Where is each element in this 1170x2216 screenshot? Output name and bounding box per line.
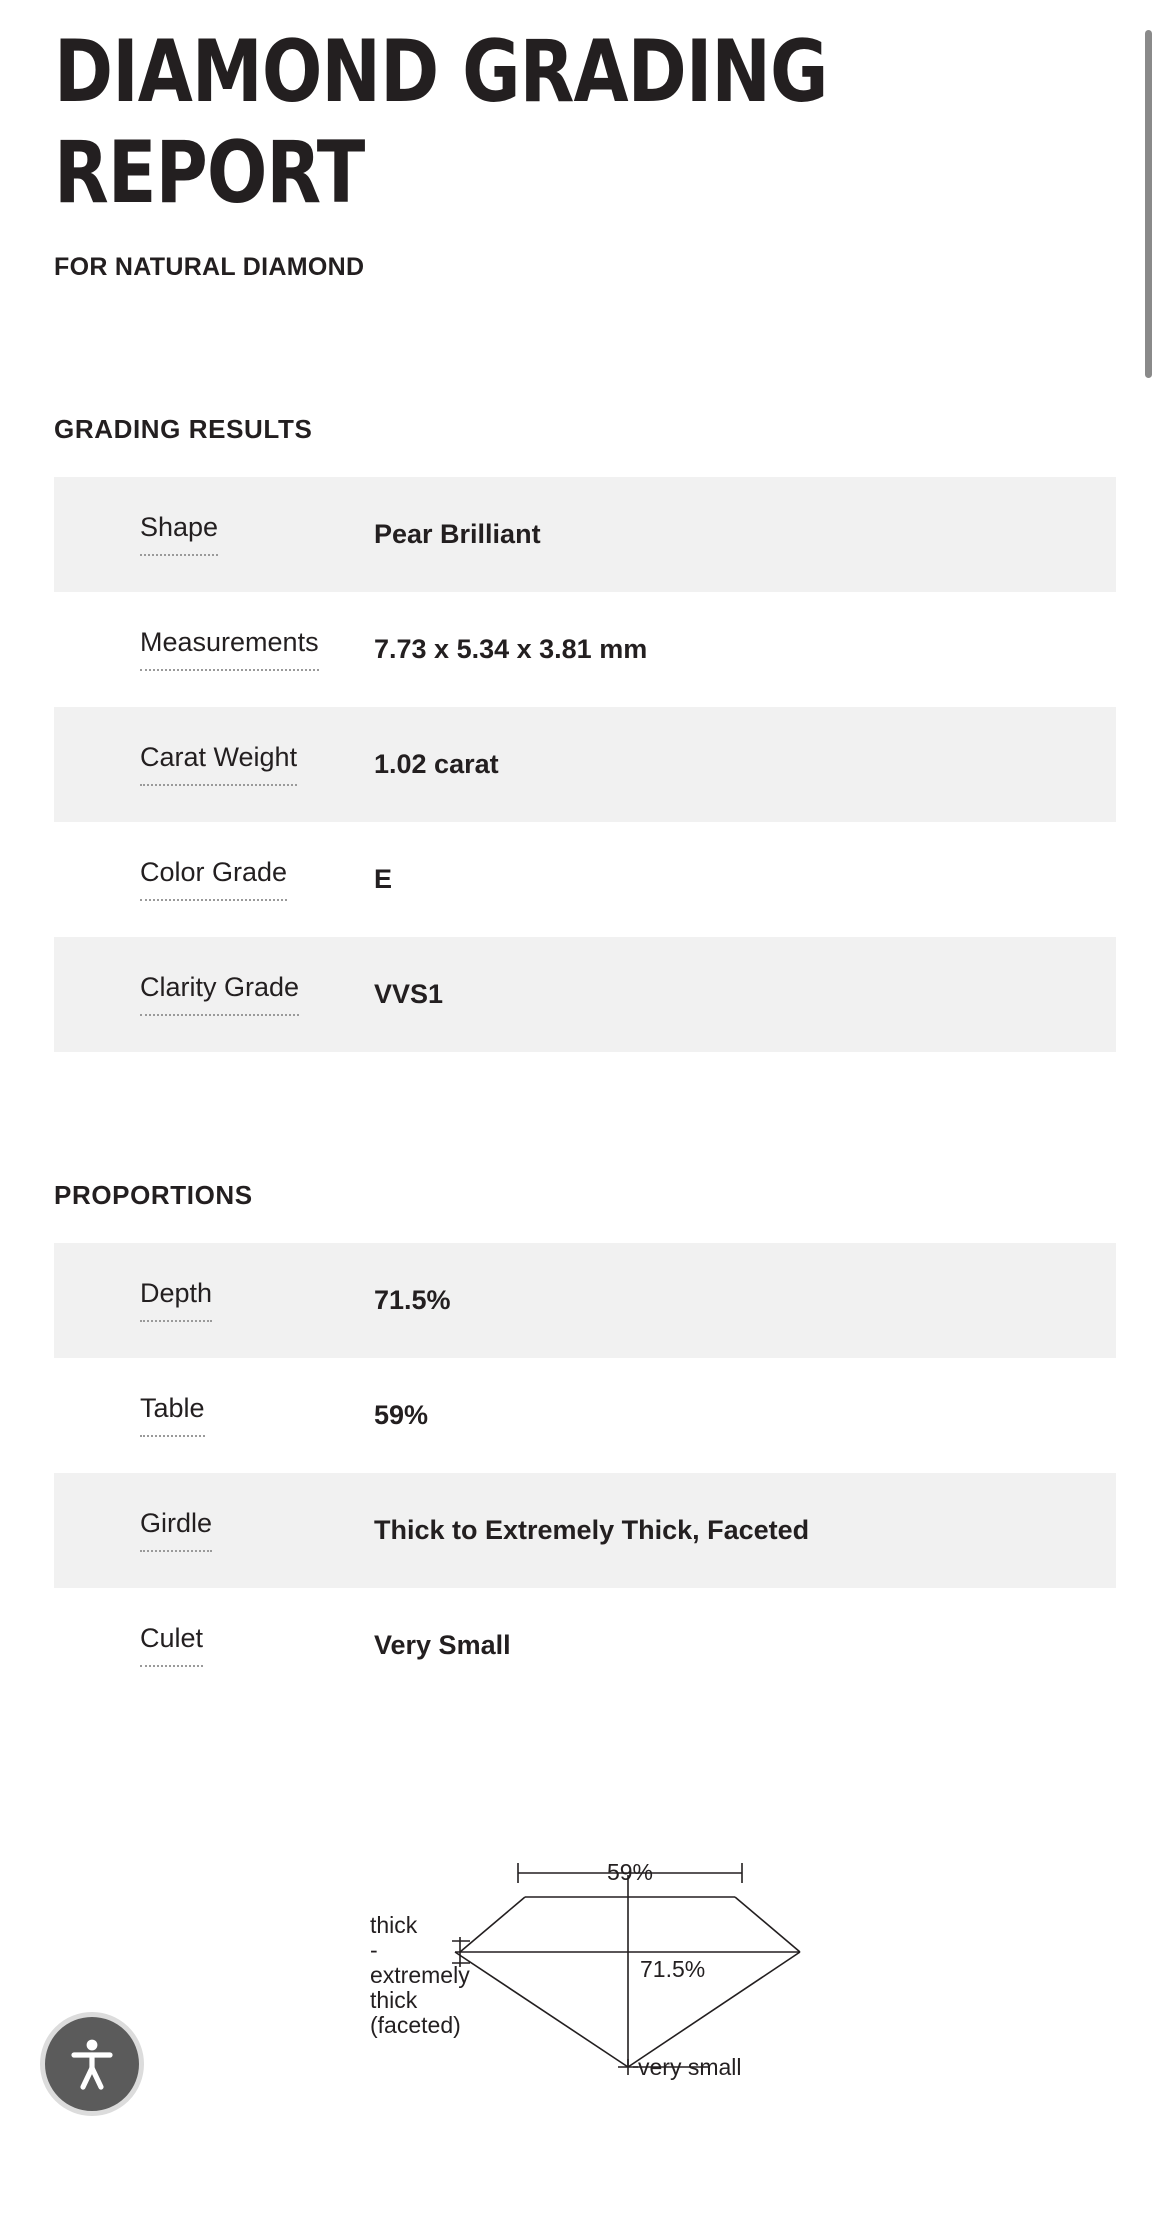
row-value: 59% xyxy=(374,1399,429,1430)
grading-results-heading: GRADING RESULTS xyxy=(54,413,313,444)
table-row xyxy=(54,1473,1116,1588)
row-label-text: Girdle xyxy=(140,1508,212,1552)
proportions-heading: PROPORTIONS xyxy=(54,1179,253,1210)
row-label-text: Table xyxy=(140,1393,205,1437)
accessibility-person-icon xyxy=(63,2035,121,2093)
row-label xyxy=(54,1623,374,1667)
table-row xyxy=(54,477,1116,592)
table-row xyxy=(54,1243,1116,1358)
row-label xyxy=(54,1393,374,1437)
row-label xyxy=(54,857,374,901)
table-row xyxy=(54,1588,1116,1703)
scrollbar-track[interactable] xyxy=(1152,0,1162,2216)
row-label xyxy=(54,512,374,556)
proportions-table xyxy=(54,1243,1116,1703)
row-label xyxy=(54,972,374,1016)
row-label xyxy=(54,742,374,786)
diagram-girdle-label-line-3: thick xyxy=(370,1987,418,2013)
scrollbar-thumb[interactable] xyxy=(1145,30,1152,378)
row-label-text: Color Grade xyxy=(140,857,287,901)
table-row xyxy=(54,822,1116,937)
row-value: 1.02 carat xyxy=(374,748,499,779)
grading-results-table xyxy=(54,477,1116,1052)
page-title: DIAMOND GRADING REPORT xyxy=(54,22,828,224)
diagram-table-label: 59% xyxy=(606,1859,654,1885)
page-subtitle: FOR NATURAL DIAMOND xyxy=(54,252,365,281)
row-value: Thick to Extremely Thick, Faceted xyxy=(374,1514,810,1545)
row-label-text: Shape xyxy=(140,512,218,556)
accessibility-button[interactable] xyxy=(40,2012,144,2116)
row-label-text: Depth xyxy=(140,1278,212,1322)
row-label-text: Clarity Grade xyxy=(140,972,299,1016)
row-label xyxy=(54,1508,374,1552)
table-row xyxy=(54,1358,1116,1473)
table-row xyxy=(54,707,1116,822)
row-label-text: Carat Weight xyxy=(140,742,297,786)
diamond-proportions-diagram xyxy=(370,1855,1120,2215)
row-value: Very Small xyxy=(374,1629,511,1660)
diagram-girdle-label-line-0: thick xyxy=(370,1912,418,1938)
row-value: 7.73 x 5.34 x 3.81 mm xyxy=(374,633,648,664)
row-label xyxy=(54,1278,374,1322)
diagram-girdle-label-line-1: - xyxy=(370,1937,378,1963)
table-row xyxy=(54,937,1116,1052)
row-value: VVS1 xyxy=(374,978,444,1009)
diagram-culet-label: very small xyxy=(638,2054,742,2080)
row-label xyxy=(54,627,374,671)
diagram-girdle-label-line-2: extremely xyxy=(370,1962,470,1988)
diagram-girdle-label-line-4: (faceted) xyxy=(370,2012,461,2038)
row-value: Pear Brilliant xyxy=(374,518,541,549)
row-label-text: Culet xyxy=(140,1623,203,1667)
row-value: E xyxy=(374,863,393,894)
table-row xyxy=(54,592,1116,707)
diagram-depth-label: 71.5% xyxy=(640,1956,706,1982)
row-value: 71.5% xyxy=(374,1284,451,1315)
row-label-text: Measurements xyxy=(140,627,319,671)
